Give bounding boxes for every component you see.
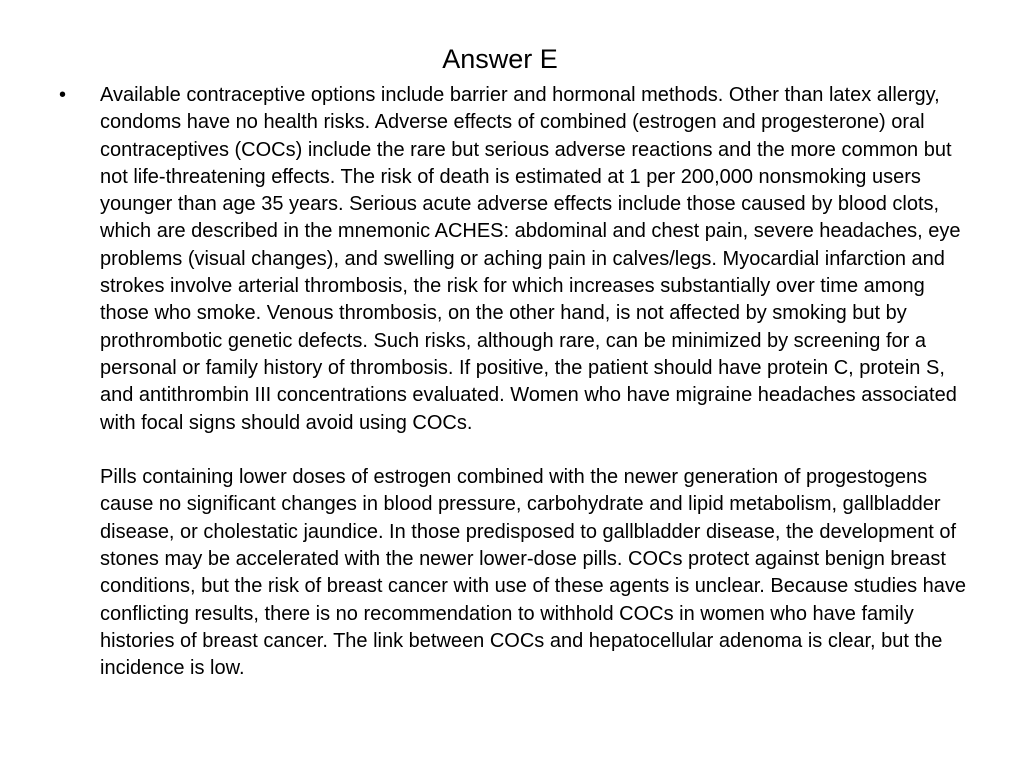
bullet-marker: •: [59, 84, 67, 106]
bullet-body: [100, 82, 972, 683]
slide-title: Answer E: [442, 44, 558, 74]
paragraph-low-dose-pills: Pills containing lower doses of estrogen combined with the newer generation of progestogens cause no significant changes in blood pressure, carbohydrate and lipid metabolism, gallbladder disease, or cholestatic jaundice. In those predisposed to gallbladder disease, the development of stones may be accelerated with the newer lower-dose pills. COCs protect against benign breast conditions, but the risk of breast cancer with use of these agents is unclear. Because studies have conflicting results, there is no recommendation to withhold COCs in women who have family histories of breast cancer. The link between COCs and hepatocellular adenoma is clear, but the incidence is low.: [100, 466, 967, 680]
paragraph-contraceptive-risks: Available contraceptive options include barrier and hormonal methods. Other than latex allergy, condoms have no health risks. Adverse effects of combined (estrogen and progesterone) oral contraceptives (COCs) include the rare but serious adverse reactions and the more common but not life-threatening effects. The risk of death is estimated at 1 per 200,000 nonsmoking users younger than age 35 years. Serious acute adverse effects include those caused by blood clots, which are described in the mnemonic ACHES: abdominal and chest pain, severe headaches, eye problems (visual changes), and swelling or aching pain in calves/legs. Myocardial infarction and strokes involve arterial thrombosis, the risk for which increases substantially over time among those who smoke. Venous thrombosis, on the other hand, is not affected by smoking but by prothrombotic genetic defects. Such risks, although rare, can be minimized by screening for a personal or family history of thrombosis. If positive, the patient should have protein C, protein S, and antithrombin III concentrations evaluated. Women who have migraine headaches associated with focal signs should avoid using COCs.: [100, 84, 961, 434]
